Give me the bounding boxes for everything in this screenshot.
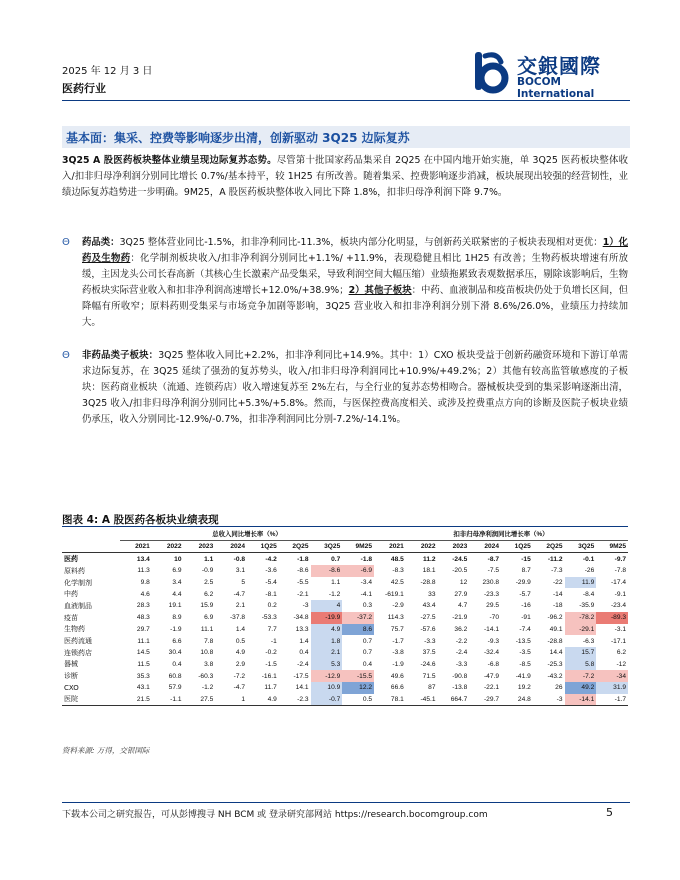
- table-cell: -89.3: [596, 612, 628, 624]
- year-header-cell: 3Q25: [565, 540, 597, 553]
- table-cell: -37.8: [229, 614, 245, 622]
- table-cell: -6.8: [487, 660, 499, 668]
- table-cell: 49.6: [390, 672, 404, 680]
- table-cell: 8.9: [172, 614, 182, 622]
- table-cell: 78.1: [374, 694, 406, 706]
- bullet-subhead: 1）化药及生物药: [82, 237, 628, 264]
- table-cell: 6.6: [172, 637, 182, 645]
- table-cell: -0.9: [201, 567, 214, 575]
- table-cell: -8.7: [487, 555, 499, 563]
- table-cell: -3.6: [265, 567, 277, 575]
- table-cell: -2.9: [392, 602, 404, 610]
- table-cell: -2.4: [297, 660, 309, 668]
- table-cell: 0.7: [331, 555, 341, 563]
- table-row: [62, 565, 628, 577]
- table-cell: -6.3: [582, 637, 595, 645]
- table-row: [62, 694, 628, 706]
- sector-performance-table: [62, 528, 628, 706]
- table-cell: -23.4: [610, 602, 626, 610]
- table-cell: -17.5: [293, 672, 309, 680]
- table-cell: 1.4: [299, 637, 309, 645]
- table-cell: 1: [215, 694, 247, 706]
- table-cell: 19.2: [517, 684, 531, 692]
- table-cell: 6.2: [616, 649, 626, 657]
- page-number: 5: [606, 806, 613, 819]
- table-cell: 29.7: [136, 625, 150, 633]
- table-cell: -8.3: [392, 567, 404, 575]
- table-cell: -1.2: [328, 590, 341, 598]
- table-cell: 2.1: [235, 602, 245, 610]
- table-cell: 11.1: [200, 625, 214, 633]
- table-row: [62, 553, 628, 565]
- table-cell: -8.4: [582, 590, 595, 598]
- table-cell: 27.5: [184, 694, 216, 706]
- table-cell: -1.7: [596, 694, 628, 706]
- table-cell: 0.7: [362, 649, 372, 657]
- table-cell: 11.1: [137, 637, 150, 645]
- group-header-profit: 扣非归母净利润同比增长率（%）: [374, 528, 628, 540]
- table-cell: 4.7: [458, 602, 468, 610]
- table-cell: 2.1: [311, 647, 343, 659]
- table-cell: -19.9: [311, 612, 343, 624]
- table-cell: -26: [584, 567, 595, 575]
- year-header-cell: 9M25: [342, 540, 374, 553]
- table-cell: -13.5: [515, 637, 531, 645]
- table-cell: 11.3: [137, 567, 150, 575]
- table-cell: -4.7: [233, 684, 245, 692]
- table-cell: 15.7: [565, 647, 597, 659]
- table-cell: 11.5: [137, 660, 150, 668]
- table-cell: -34: [596, 670, 628, 682]
- table-cell: -0.8: [233, 555, 245, 563]
- year-header-cell: 2Q25: [533, 540, 565, 553]
- table-cell: -1.1: [152, 694, 184, 706]
- bullet-icon: Θ: [62, 350, 70, 361]
- table-cell: -1.2: [201, 684, 214, 692]
- table-cell: -0.7: [311, 694, 343, 706]
- table-cell: -20.5: [452, 567, 468, 575]
- table-cell: -47.9: [483, 672, 499, 680]
- table-row: [62, 588, 628, 600]
- table-cell: 57.9: [168, 684, 182, 692]
- table-cell: -2.3: [279, 694, 311, 706]
- table-cell: 26: [555, 684, 563, 692]
- intro-paragraph: [62, 153, 628, 201]
- group-header-revenue: 总收入同比增长率（%）: [120, 528, 374, 540]
- table-row: [62, 659, 628, 671]
- bullet-text: 3Q25 整体营业同比-1.5%，扣非净利同比-11.3%，板块内部分化明显，与创新药关联紧密的子板块表现相对更优：: [119, 237, 603, 248]
- table-cell: -7.8: [614, 567, 626, 575]
- table-cell: 12: [459, 579, 468, 587]
- table-cell: -7.2: [565, 670, 597, 682]
- table-cell: 71.5: [422, 672, 436, 680]
- table-cell: 3.8: [204, 660, 214, 668]
- table-cell: -3: [302, 602, 309, 610]
- table-cell: -8.5: [519, 660, 531, 668]
- bullet-text: ：化学制剂板块收入/扣非净利润分别同比+1.1%/ +11.9%，表现稳健且相比 1H25 有改善；生物药板块增速有所放缓，主因龙头公司长春高新（其核心生长激素产品受集采，导致利润空间大幅压缩）业绩拖累致表观数据承压，剔除该影响后，生物药板块实际营业收入和扣非净利润高速增长+12.0%/+38.9%；: [82, 253, 628, 296]
- table-cell: 4: [311, 600, 343, 612]
- table-cell: -0.1: [582, 555, 595, 563]
- table-cell: -16.1: [261, 672, 277, 680]
- table-cell: 15.9: [200, 602, 214, 610]
- table-cell: 12.2: [342, 682, 374, 694]
- table-cell: 19.1: [168, 602, 182, 610]
- table-cell: -14.1: [565, 694, 597, 706]
- table-cell: 1.8: [311, 635, 343, 647]
- logo-english-name: BOCOM International: [517, 76, 595, 100]
- table-cell: 87: [428, 684, 436, 692]
- table-cell: -619.1: [385, 590, 404, 598]
- table-cell: -2.4: [455, 649, 468, 657]
- table-cell: -32.4: [483, 649, 499, 657]
- table-cell: -7.5: [487, 567, 499, 575]
- table-cell: 43.1: [136, 684, 150, 692]
- table-cell: 0.5: [342, 694, 374, 706]
- industry-label: 医药行业: [62, 82, 106, 95]
- table-cell: 9.8: [140, 579, 150, 587]
- footer-divider: [62, 802, 630, 803]
- table-cell: 21.5: [120, 694, 152, 706]
- section-title: 基本面：集采、控费等影响逐步出清，创新驱动 3Q25 边际复苏: [66, 131, 410, 145]
- table-cell: -13.8: [452, 684, 468, 692]
- table-cell: -7.2: [233, 672, 245, 680]
- table-row: [62, 670, 628, 682]
- table-cell: -37.2: [342, 612, 374, 624]
- table-cell: -1.8: [360, 555, 372, 563]
- table-cell: 1.1: [331, 579, 341, 587]
- table-cell: 48.5: [390, 555, 404, 563]
- section-title-bar: [62, 126, 630, 148]
- table-cell: -24.5: [452, 555, 468, 563]
- table-cell: -15: [521, 555, 531, 563]
- table-cell: -4.7: [233, 590, 245, 598]
- table-cell: 4.6: [140, 590, 150, 598]
- table-cell: 30.4: [168, 649, 182, 657]
- table-cell: -9.3: [487, 637, 499, 645]
- row-label: CXO: [64, 683, 79, 692]
- intro-body: 尽管第十批国家药品集采自 2Q25 在中国内地开始实施，单 3Q25 医药板块整体收入/扣非归母净利润分别同比增长 0.7%/基本持平，较 1H25 有所改善。随着集采、控费影响逐步消减，板块展现出较强的经营韧性，业绩边际复苏趋势进一步明确。9M25，A 股医药板块整体收入同比下降 1.8%，扣非归母净利润下降 9.7%。: [62, 155, 628, 198]
- bullet-subhead: 2）其他子板块: [348, 285, 412, 296]
- table-cell: 4.9: [247, 694, 279, 706]
- year-header-cell: 2024: [215, 540, 247, 553]
- table-cell: -1.8: [297, 555, 309, 563]
- table-cell: -3.1: [614, 625, 626, 633]
- table-cell: -12.9: [311, 670, 343, 682]
- table-cell: 13.4: [136, 555, 150, 563]
- table-cell: 37.5: [422, 649, 436, 657]
- year-header-cell: 2021: [374, 540, 406, 553]
- table-cell: 0.3: [362, 602, 372, 610]
- table-cell: 664.7: [438, 694, 470, 706]
- table-cell: -35.9: [579, 602, 595, 610]
- table-cell: -57.6: [420, 625, 436, 633]
- table-cell: 11.2: [423, 555, 436, 563]
- table-cell: -7.4: [519, 625, 531, 633]
- table-cell: -8.6: [297, 567, 309, 575]
- table-cell: 24.8: [501, 694, 533, 706]
- table-cell: -78.2: [565, 612, 597, 624]
- table-cell: 230.8: [482, 579, 499, 587]
- table-cell: -43.2: [547, 672, 563, 680]
- table-row: [62, 612, 628, 624]
- table-cell: 4.9: [311, 624, 343, 636]
- year-header-cell: 1Q25: [501, 540, 533, 553]
- row-label: 医药流通: [64, 637, 92, 646]
- table-cell: 49.2: [565, 682, 597, 694]
- table-cell: 14.1: [295, 684, 309, 692]
- table-row: [62, 600, 628, 612]
- table-cell: 43.4: [422, 602, 436, 610]
- year-header-cell: 9M25: [596, 540, 628, 553]
- table-cell: -22.1: [483, 684, 499, 692]
- table-cell: 0.4: [172, 660, 182, 668]
- table-cell: 14.4: [549, 649, 563, 657]
- table-cell: 14.5: [136, 649, 150, 657]
- table-cell: -14.1: [483, 625, 499, 633]
- table-cell: 2.9: [235, 660, 245, 668]
- table-cell: -0.2: [265, 649, 277, 657]
- table-cell: -9.7: [614, 555, 626, 563]
- table-cell: -29.9: [515, 579, 531, 587]
- table-cell: 6.9: [204, 614, 214, 622]
- year-header-cell: 2022: [406, 540, 438, 553]
- table-cell: 3.4: [172, 579, 182, 587]
- table-cell: 0.4: [362, 660, 372, 668]
- table-row: [62, 647, 628, 659]
- table-cell: 48.3: [136, 614, 150, 622]
- table-cell: 5: [241, 579, 245, 587]
- table-cell: 66.6: [390, 684, 404, 692]
- table-cell: -25.3: [547, 660, 563, 668]
- table-cell: 1.1: [204, 555, 214, 563]
- table-cell: 114.3: [387, 614, 404, 622]
- table-cell: -23.3: [483, 590, 499, 598]
- row-label: 器械: [64, 660, 78, 669]
- table-cell: 0.4: [299, 649, 309, 657]
- row-label: 医院: [62, 694, 120, 706]
- row-label: 血液制品: [64, 601, 92, 610]
- table-row: [62, 624, 628, 636]
- figure-title: 图表 4: A 股医药各板块业绩表现: [62, 514, 219, 526]
- table-group-header: [62, 528, 628, 540]
- header-divider: [62, 100, 630, 101]
- table-cell: -5.5: [297, 579, 309, 587]
- table-cell: 10.8: [200, 649, 214, 657]
- table-cell: -1.9: [170, 625, 182, 633]
- logo-chinese-name: 交銀國際: [517, 54, 601, 78]
- bocom-logo-icon: [471, 50, 511, 94]
- table-cell: -12: [616, 660, 626, 668]
- table-cell: 8.7: [521, 567, 531, 575]
- table-cell: 8.6: [342, 624, 374, 636]
- table-cell: -29.7: [469, 694, 501, 706]
- table-cell: -7.3: [551, 567, 563, 575]
- year-header-cell: 2023: [438, 540, 470, 553]
- year-header-cell: 2022: [152, 540, 184, 553]
- year-header-cell: 1Q25: [247, 540, 279, 553]
- table-cell: -34.8: [293, 614, 309, 622]
- year-header-cell: 3Q25: [311, 540, 343, 553]
- table-cell: 1.4: [235, 625, 245, 633]
- table-cell: -27.5: [420, 614, 436, 622]
- table-cell: -70: [489, 614, 499, 622]
- table-cell: 49.1: [549, 625, 563, 633]
- table-cell: 6.2: [204, 590, 214, 598]
- bullet-lead: 非药品类子板块：: [82, 350, 159, 361]
- table-cell: -28.8: [420, 579, 436, 587]
- table-cell: -96.2: [547, 614, 563, 622]
- table-cell: -4.1: [360, 590, 372, 598]
- table-cell: -3: [533, 694, 565, 706]
- table-cell: -22: [552, 579, 563, 587]
- table-cell: 11.9: [565, 577, 597, 589]
- bocom-logo: [471, 50, 631, 100]
- table-cell: 4.4: [172, 590, 182, 598]
- table-cell: -8.1: [265, 590, 277, 598]
- table-cell: -53.3: [261, 614, 277, 622]
- row-label: 诊断: [64, 672, 78, 681]
- table-cell: 29.5: [486, 602, 499, 610]
- table-cell: 10.9: [311, 682, 343, 694]
- table-cell: -1.5: [265, 660, 277, 668]
- table-cell: -28.8: [547, 637, 563, 645]
- table-cell: -90.8: [452, 672, 468, 680]
- year-header-cell: 2024: [469, 540, 501, 553]
- table-cell: -2.2: [455, 637, 468, 645]
- table-cell: -3.3: [455, 660, 468, 668]
- table-cell: -1: [270, 637, 277, 645]
- table-cell: -18: [552, 602, 563, 610]
- bullet-lead: 药品类：: [82, 237, 120, 248]
- table-cell: 5.3: [311, 659, 343, 671]
- table-row: [62, 577, 628, 589]
- table-cell: 31.9: [596, 682, 628, 694]
- table-cell: -17.1: [610, 637, 626, 645]
- table-cell: -2.1: [297, 590, 309, 598]
- table-cell: 7.7: [267, 625, 277, 633]
- table-cell: -3.4: [360, 579, 372, 587]
- year-header-cell: 2023: [184, 540, 216, 553]
- table-cell: -29.1: [565, 624, 597, 636]
- bullet-icon: Θ: [62, 237, 70, 248]
- table-cell: 28.3: [136, 602, 150, 610]
- table-cell: 3.1: [235, 567, 245, 575]
- table-cell: 36.2: [454, 625, 468, 633]
- table-cell: -45.1: [406, 694, 438, 706]
- figure-divider: [62, 526, 628, 527]
- table-cell: 11.7: [264, 684, 277, 692]
- table-cell: 5.8: [565, 659, 597, 671]
- bullet-text: 3Q25 整体收入同比+2.2%，扣非净利同比+14.9%。其中：1）CXO 板块受益于创新药融资环境和下游订单需求边际复苏，在 3Q25 延续了强劲的复苏势头，收入/扣非归母净利润同比+10.9%/+49.2%；2）其他有较高监管敏感度的子板块：医药商业板块（流通、连锁药店）收入增速复苏至 2%左右，与全行业的复苏态势相吻合。器械板块受到的集采影响逐渐出清，3Q25 收入/扣非归母净利润分别同比+5.3%/+5.8%。然而，与医保控费高度相关、或涉及控费重点方向的诊断及医院子板块业绩仍承压，收入分别同比-12.9%/-0.7%，扣非净利润同比分别-7.2%/-14.1%。: [82, 350, 628, 425]
- intro-lead: 3Q25 A 股医药板块整体业绩呈现边际复苏态势。: [62, 155, 277, 166]
- table-cell: -21.9: [452, 614, 468, 622]
- table-cell: -14: [552, 590, 563, 598]
- footer-text: 下载本公司之研究报告，可从彭博搜寻 NH BCM 或 登录研究部网站 https://research.bocomgroup.com: [62, 810, 488, 820]
- table-cell: 7.8: [204, 637, 214, 645]
- table-cell: 2.5: [204, 579, 214, 587]
- table-cell: 42.5: [390, 579, 404, 587]
- row-label: 中药: [64, 590, 78, 599]
- year-header-cell: 2Q25: [279, 540, 311, 553]
- row-label: 疫苗: [64, 613, 78, 622]
- table-cell: 13.3: [295, 625, 309, 633]
- table-cell: -24.6: [420, 660, 436, 668]
- table-cell: -9.1: [614, 590, 626, 598]
- table-cell: -1.9: [392, 660, 404, 668]
- row-label: 生物药: [64, 625, 85, 634]
- table-cell: -15.5: [342, 670, 374, 682]
- table-cell: -3.8: [392, 649, 404, 657]
- table-row: [62, 635, 628, 647]
- year-header-cell: 2021: [120, 540, 152, 553]
- table-cell: -41.9: [515, 672, 531, 680]
- table-cell: -3.3: [424, 637, 436, 645]
- table-cell: 18.1: [422, 567, 436, 575]
- table-cell: 60.8: [168, 672, 182, 680]
- table-cell: -3.5: [519, 649, 531, 657]
- table-cell: 4.9: [235, 649, 245, 657]
- table-cell: 27.9: [454, 590, 468, 598]
- table-cell: -91: [521, 614, 531, 622]
- table-cell: 75.7: [390, 625, 404, 633]
- table-cell: -17.4: [610, 579, 626, 587]
- row-label: 医药: [64, 555, 78, 564]
- table-cell: -5.4: [265, 579, 277, 587]
- table-cell: -16: [521, 602, 531, 610]
- table-cell: -60.3: [198, 672, 214, 680]
- table-cell: 6.9: [172, 567, 182, 575]
- row-label: 连锁药店: [64, 648, 92, 657]
- figure-source: 资料来源: 万得，交银国际: [62, 746, 150, 755]
- table-row: [62, 682, 628, 694]
- table-cell: 35.3: [136, 672, 150, 680]
- report-date: 2025 年 12 月 3 日: [62, 66, 153, 77]
- table-cell: -6.9: [342, 565, 374, 577]
- table-cell: -8.6: [311, 565, 343, 577]
- row-label: 化学制剂: [64, 578, 92, 587]
- table-cell: 0.2: [267, 602, 277, 610]
- table-cell: -11.2: [547, 555, 563, 563]
- table-cell: 33: [428, 590, 436, 598]
- table-cell: -5.7: [519, 590, 531, 598]
- table-year-header: [62, 540, 628, 553]
- table-cell: -1.7: [392, 637, 404, 645]
- table-cell: 0.5: [235, 637, 245, 645]
- table-cell: 10: [174, 555, 182, 563]
- row-label: 原料药: [64, 566, 85, 575]
- bullet-text: ：中药、血液制品和疫苗板块仍处于负增长区间，但降幅有所收窄；原料药则受集采与市场竞争加剧等影响，3Q25 营业收入和扣非净利润分别下滑 8.6%/26.0%，业绩压力持续加大。: [82, 285, 628, 328]
- table-cell: 0.7: [362, 637, 372, 645]
- table-cell: -4.2: [265, 555, 277, 563]
